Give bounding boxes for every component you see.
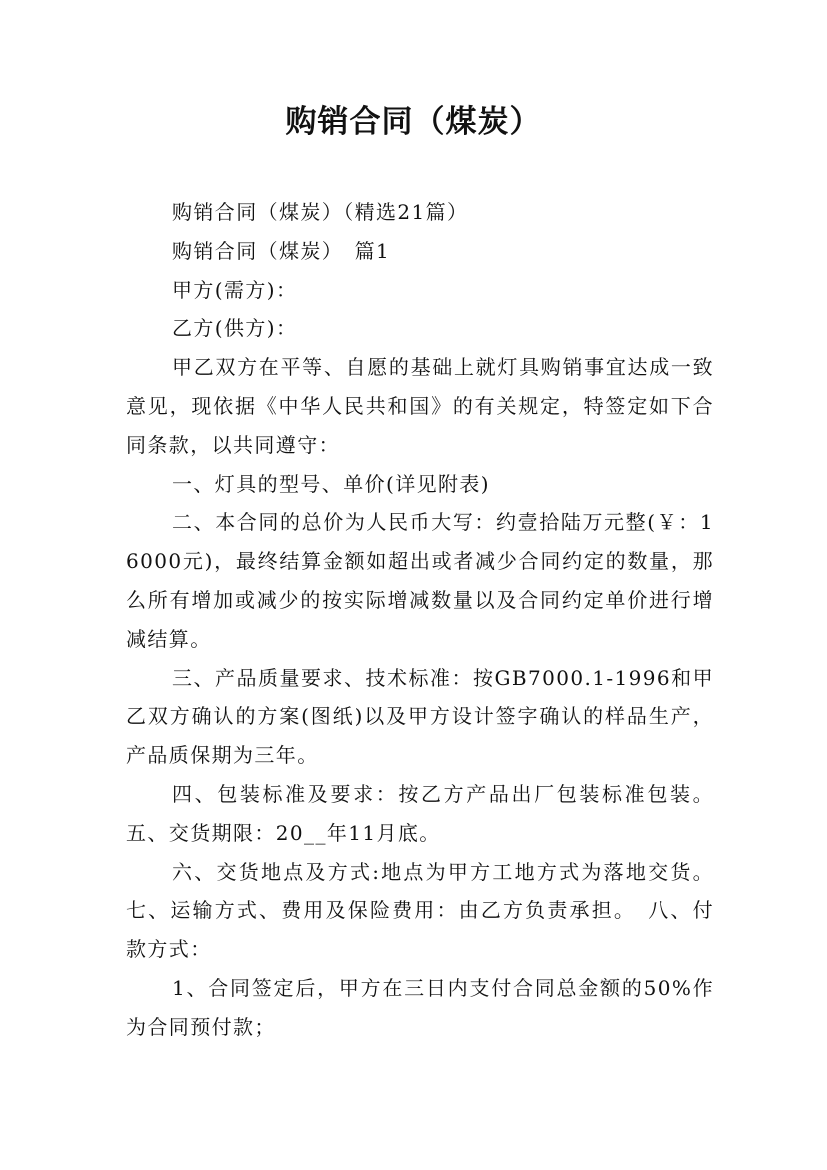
paragraph-clause-4-5: 四、包装标准及要求：按乙方产品出厂包装标准包装。五、交货期限：20__年11月底。: [126, 781, 714, 845]
document-title: 购销合同（煤炭）: [285, 104, 542, 140]
paragraph-clause-1: 一、灯具的型号、单价(详见附表): [172, 471, 491, 496]
paragraph-subtitle: 购销合同（煤炭）（精选21篇）: [172, 200, 469, 224]
paragraph-party-b: 乙方(供方)：: [172, 316, 298, 341]
paragraph-section-heading: 购销合同（煤炭） 篇1: [172, 238, 391, 263]
paragraph-clause-3: 三、产品质量要求、技术标准：按GB7000.1-1996和甲乙双方确认的方案(图纸)以及甲方设计签字确认的样品生产，产品质保期为三年。: [126, 665, 714, 768]
paragraph-clause-6-8: 六、交货地点及方式:地点为甲方工地方式为落地交货。七、运输方式、费用及保险费用：由乙方负责承担。 八、付款方式：: [126, 859, 714, 962]
paragraph-clause-2: 二、本合同的总价为人民币大写：约壹拾陆万元整(￥：16000元)，最终结算金额如超出或者减少合同约定的数量，那么所有增加或减少的按实际增减数量以及合同约定单价进行增减结算。: [126, 510, 714, 651]
document-body: [126, 193, 714, 1047]
paragraph-payment-1: 1、合同签定后，甲方在三日内支付合同总金额的50%作为合同预付款；: [126, 975, 714, 1039]
paragraph-preamble: 甲乙双方在平等、自愿的基础上就灯具购销事宜达成一致意见，现依据《中华人民共和国》的有关规定，特签定如下合同条款，以共同遵守：: [126, 355, 714, 457]
paragraph-party-a: 甲方(需方)：: [172, 277, 298, 302]
